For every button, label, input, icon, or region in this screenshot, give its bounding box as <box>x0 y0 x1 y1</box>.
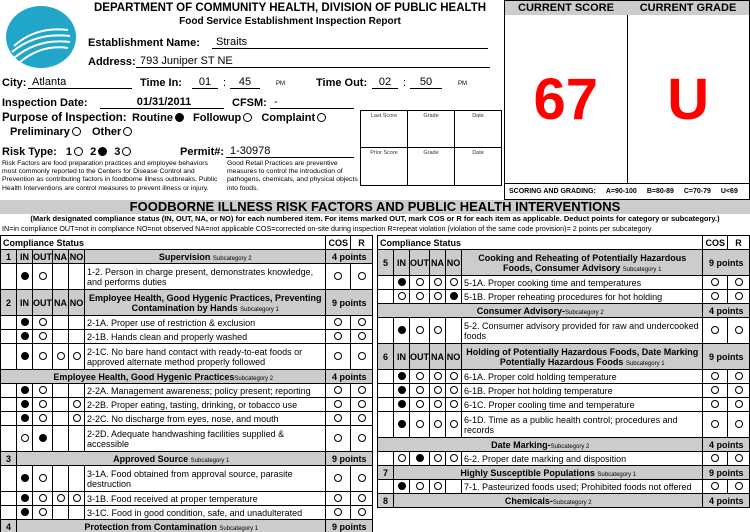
risk-type-row <box>2 146 131 158</box>
no-mark[interactable] <box>69 412 85 426</box>
in-mark[interactable] <box>394 480 410 494</box>
risk-factors-note: Risk Factors are food preparation practices and employee behaviors most commonly reported to the Centers for Disease Control and Prevention as contributing factors in foodborne illness outbreaks. Public Health Interventions are control measures to prevent illness or injury. <box>2 160 218 192</box>
cos-mark[interactable] <box>326 506 351 520</box>
prior-grade-label: Grade <box>408 148 455 185</box>
section-title <box>462 344 703 370</box>
risk-1-label: 1 <box>65 146 72 158</box>
no-mark[interactable] <box>446 480 462 494</box>
in-mark[interactable] <box>17 330 33 344</box>
na-mark[interactable] <box>53 466 69 492</box>
purpose-routine-label: Routine <box>132 112 173 124</box>
in-mark[interactable] <box>394 452 410 466</box>
purpose-options <box>132 112 326 124</box>
no-mark[interactable] <box>446 276 462 290</box>
na-mark[interactable] <box>430 398 446 412</box>
r-mark[interactable] <box>351 344 373 370</box>
purpose-other-radio[interactable] <box>123 127 132 136</box>
in-mark[interactable] <box>17 384 33 398</box>
item-text: 2-1B. Hands clean and properly washed <box>85 330 326 344</box>
compliance-status-header: Compliance Status <box>1 236 326 250</box>
out-mark[interactable] <box>33 344 53 370</box>
chemicals-title: Chemicals <box>504 495 550 506</box>
cos-mark[interactable] <box>326 466 351 492</box>
out-mark[interactable] <box>410 452 430 466</box>
establishment-name-value: Straits <box>212 36 488 49</box>
cos-mark[interactable] <box>703 276 728 290</box>
approved-source-title: Approved Source <box>113 453 189 464</box>
cos-mark[interactable] <box>326 344 351 370</box>
r-mark[interactable] <box>351 384 373 398</box>
r-mark[interactable] <box>728 370 750 384</box>
section-points: 9 points <box>326 452 373 466</box>
grading-scale <box>505 183 749 199</box>
in-header: IN <box>394 344 410 370</box>
section-number: 8 <box>378 494 394 508</box>
cos-mark[interactable] <box>703 384 728 398</box>
r-header: R <box>351 236 373 250</box>
out-header: OUT <box>33 251 52 262</box>
section-points: 9 points <box>326 290 373 316</box>
last-grade-label: Grade <box>408 111 455 147</box>
inspection-date-value: 01/31/2011 <box>100 96 224 109</box>
item-text: 2-1A. Proper use of restriction & exclusion <box>85 316 326 330</box>
na-mark[interactable] <box>430 276 446 290</box>
time-out-minute: 50 <box>410 76 442 89</box>
section-points: 4 points <box>703 438 750 452</box>
no-mark[interactable] <box>446 412 462 438</box>
out-mark[interactable] <box>33 492 53 506</box>
cos-mark[interactable] <box>326 398 351 412</box>
no-mark[interactable] <box>446 452 462 466</box>
cos-header: COS <box>703 236 728 250</box>
item-text: 5-1A. Proper cooking time and temperatures <box>462 276 703 290</box>
r-mark[interactable] <box>728 318 750 344</box>
out-mark[interactable] <box>33 384 53 398</box>
item-text: 6-1A. Proper cold holding temperature <box>462 370 703 384</box>
cos-mark[interactable] <box>703 290 728 304</box>
subcategory-label: Subcategory 1 <box>622 266 662 273</box>
subcategory-label: Subcategory 2 <box>550 443 590 450</box>
section-number: 3 <box>1 452 17 466</box>
cos-mark[interactable] <box>326 412 351 426</box>
time-in-ampm: PM <box>276 81 285 87</box>
purpose-preliminary-radio[interactable] <box>72 127 81 136</box>
score-box <box>504 0 750 200</box>
r-mark[interactable] <box>351 492 373 506</box>
cos-mark[interactable] <box>703 412 728 438</box>
na-mark[interactable] <box>53 506 69 520</box>
out-mark[interactable] <box>33 506 53 520</box>
no-mark[interactable] <box>446 398 462 412</box>
section-number: 7 <box>378 466 394 480</box>
subcategory-label: Subcategory 1 <box>240 306 279 313</box>
item-text: 2-2A. Management awareness; policy present; reporting <box>85 384 326 398</box>
report-title: DEPARTMENT OF COMMUNITY HEALTH, DIVISION OF PUBLIC HEALTH <box>93 2 487 14</box>
time-out-hour: 02 <box>372 76 398 89</box>
item-text: 3-1C. Food in good condition, safe, and unadulterated <box>85 506 326 520</box>
cos-mark[interactable] <box>703 398 728 412</box>
item-text: 3-1B. Food received at proper temperature <box>85 492 326 506</box>
subsection-title <box>1 370 326 384</box>
na-header: NA <box>53 290 69 316</box>
subcategory-label: Subcategory 1 <box>625 360 665 367</box>
in-mark[interactable] <box>17 492 33 506</box>
no-mark[interactable] <box>69 330 85 344</box>
in-mark[interactable] <box>17 426 33 452</box>
item-text: 6-1B. Proper hot holding temperature <box>462 384 703 398</box>
no-mark[interactable] <box>69 264 85 290</box>
section-title <box>85 250 326 264</box>
out-mark[interactable] <box>33 330 53 344</box>
establishment-name-label: Establishment Name: <box>88 37 200 49</box>
item-text: 6-1C. Proper cooling time and temperature <box>462 398 703 412</box>
subcategory-label: Subcategory 2 <box>552 499 592 506</box>
subcategory-label: Subcategory 1 <box>597 471 637 478</box>
good-retail-note: Good Retail Practices are preventive measures to control the introduction of pathogens, chemicals, and physical objects into foods. <box>227 160 358 192</box>
section-number: 4 <box>1 520 17 532</box>
no-mark[interactable] <box>69 492 85 506</box>
na-mark[interactable] <box>430 480 446 494</box>
na-mark[interactable] <box>53 412 69 426</box>
last-date-label: Date <box>472 113 484 119</box>
na-mark[interactable] <box>430 412 446 438</box>
cos-mark[interactable] <box>326 492 351 506</box>
no-header: NO <box>69 251 84 262</box>
in-mark[interactable] <box>17 506 33 520</box>
out-mark[interactable] <box>33 466 53 492</box>
item-text: 6-1D. Time as a public health control; procedures and records <box>462 412 703 438</box>
na-mark[interactable] <box>53 344 69 370</box>
time-separator: : <box>223 77 227 89</box>
section-number: 2 <box>1 290 17 316</box>
out-mark[interactable] <box>410 398 430 412</box>
na-mark[interactable] <box>53 264 69 290</box>
purpose-other-label: Other <box>91 126 122 138</box>
out-mark[interactable] <box>33 412 53 426</box>
out-mark[interactable] <box>410 290 430 304</box>
cos-header: COS <box>326 236 351 250</box>
cooking-title: Cooking and Reheating of Potentially Hazardous Foods, Consumer Advisory <box>478 252 687 273</box>
section-number: 1 <box>1 250 17 264</box>
grading-label: SCORING AND GRADING: <box>509 188 596 195</box>
prior-date-label: Date <box>472 150 484 156</box>
section-points: 4 points <box>326 370 373 384</box>
in-mark[interactable] <box>17 412 33 426</box>
out-header: OUT <box>33 290 53 316</box>
r-header: R <box>728 236 750 250</box>
section-banner: FOODBORNE ILLNESS RISK FACTORS AND PUBLIC HEALTH INTERVENTIONS <box>0 200 750 214</box>
in-mark[interactable] <box>394 370 410 384</box>
no-mark[interactable] <box>69 384 85 398</box>
section-number: 6 <box>378 344 394 370</box>
right-compliance-table <box>377 235 750 508</box>
employee-health-title: Employee Health, Good Hygenic Practices, Preventing Contamination by Hands <box>88 292 322 313</box>
purpose-complaint-label: Complaint <box>261 112 316 124</box>
grade-c: C=70-79 <box>683 188 711 195</box>
time-out-ampm: PM <box>458 81 467 87</box>
no-mark[interactable] <box>69 466 85 492</box>
holding-title: Holding of Potentially Hazardous Foods, Date Marking Potentially Hazardous Foods <box>466 346 699 367</box>
time-in-label: Time In: <box>140 77 182 89</box>
score-cells <box>505 15 749 183</box>
purpose-label: Purpose of Inspection: <box>2 112 127 124</box>
item-text: 5-2. Consumer advisory provided for raw and undercooked foods <box>462 318 703 344</box>
cos-mark[interactable] <box>703 480 728 494</box>
in-mark[interactable] <box>394 276 410 290</box>
permit-label: Permit#: <box>180 146 225 158</box>
in-mark[interactable] <box>17 466 33 492</box>
purpose-complaint-radio[interactable] <box>317 113 326 122</box>
na-header: NA <box>430 250 446 276</box>
r-mark[interactable] <box>351 412 373 426</box>
out-mark[interactable] <box>410 480 430 494</box>
na-mark[interactable] <box>430 318 446 344</box>
item-text: 1-2. Person in charge present, demonstrates knowledge, and performs duties <box>85 264 326 290</box>
section-points: 4 points <box>326 250 373 264</box>
risk-3-radio[interactable] <box>122 147 131 156</box>
r-mark[interactable] <box>728 290 750 304</box>
no-header: NO <box>446 250 462 276</box>
section-points: 4 points <box>703 304 750 318</box>
out-mark[interactable] <box>410 370 430 384</box>
time-in-hour: 01 <box>192 76 218 89</box>
prior-score-label: Prior Score <box>361 148 408 185</box>
section-title <box>17 452 326 466</box>
risk-3-label: 3 <box>114 146 121 158</box>
subcategory-label: Subcategory 2 <box>212 255 252 262</box>
prior-score-row <box>361 148 501 185</box>
na-mark[interactable] <box>53 426 69 452</box>
in-mark[interactable] <box>394 412 410 438</box>
out-mark[interactable] <box>410 412 430 438</box>
grade-b: B=80-89 <box>646 188 674 195</box>
subcategory-label: Subcategory 1 <box>219 525 259 532</box>
risk-2-radio[interactable] <box>98 147 107 156</box>
r-mark[interactable] <box>351 264 373 290</box>
r-mark[interactable] <box>351 426 373 452</box>
out-mark[interactable] <box>410 318 430 344</box>
purpose-options-row2 <box>10 126 132 138</box>
inspection-date-label: Inspection Date: <box>2 97 88 109</box>
item-text: 2-1C. No bare hand contact with ready-to-eat foods or approved alternate method properly followed <box>85 344 326 370</box>
grade-u: U<69 <box>720 188 738 195</box>
time-in-minute: 45 <box>230 76 260 89</box>
in-header: IN <box>17 250 33 264</box>
no-mark[interactable] <box>446 370 462 384</box>
in-mark[interactable] <box>394 290 410 304</box>
r-mark[interactable] <box>351 398 373 412</box>
na-mark[interactable] <box>430 370 446 384</box>
section-title <box>17 520 326 532</box>
item-text: 2-2B. Proper eating, tasting, drinking, or tobacco use <box>85 398 326 412</box>
item-text: 2-2D. Adequate handwashing facilities supplied & accessible <box>85 426 326 452</box>
out-mark[interactable] <box>33 426 53 452</box>
section-points: 4 points <box>703 494 750 508</box>
na-mark[interactable] <box>430 384 446 398</box>
section-legend: IN=in compliance OUT=not in compliance NO=not observed NA=not applicable COS=corrected on-site during inspection R=repeat violation (violation of the same code provision)= 2 points per subcategory <box>2 224 652 233</box>
address-label: Address: <box>88 56 136 68</box>
na-mark[interactable] <box>430 290 446 304</box>
subsection-title: Consumer Advisory-Subcategory 2 <box>378 304 703 318</box>
na-mark[interactable] <box>53 330 69 344</box>
current-score-label: CURRENT SCORE <box>518 2 614 14</box>
cos-mark[interactable] <box>326 330 351 344</box>
no-mark[interactable] <box>446 384 462 398</box>
in-mark[interactable] <box>394 384 410 398</box>
section-title <box>85 290 326 316</box>
consumer-advisory-title: Consumer Advisory <box>476 305 562 316</box>
in-mark[interactable] <box>17 316 33 330</box>
section-number: 5 <box>378 250 394 276</box>
section-points: 9 points <box>326 520 373 532</box>
no-header: NO <box>69 290 85 316</box>
no-mark[interactable] <box>69 426 85 452</box>
section-points: 9 points <box>703 344 750 370</box>
risk-type-label: Risk Type: <box>2 146 57 158</box>
current-grade-label: CURRENT GRADE <box>639 2 737 14</box>
last-score-label: Last Score <box>361 111 408 147</box>
date-marking-title: Date Marking <box>491 439 548 450</box>
risk-1-radio[interactable] <box>74 147 83 156</box>
current-score-value: 67 <box>505 15 628 183</box>
time-separator-out: : <box>403 77 407 89</box>
cos-mark[interactable] <box>703 370 728 384</box>
r-mark[interactable] <box>351 466 373 492</box>
na-mark[interactable] <box>53 398 69 412</box>
supervision-title: Supervision <box>158 251 211 262</box>
item-text: 2-2C. No discharge from eyes, nose, and mouth <box>85 412 326 426</box>
out-mark[interactable] <box>410 384 430 398</box>
r-mark[interactable] <box>351 506 373 520</box>
employee-health-sub-title: Employee Health, Good Hygenic Practices <box>53 371 235 382</box>
left-compliance-table <box>0 235 373 532</box>
out-header: OUT <box>410 250 430 276</box>
score-header <box>505 1 749 15</box>
out-mark[interactable] <box>410 276 430 290</box>
out-mark[interactable] <box>33 316 53 330</box>
section-title <box>462 250 703 276</box>
purpose-routine-radio[interactable] <box>175 113 184 122</box>
current-grade-value: U <box>667 66 710 132</box>
in-mark[interactable] <box>17 344 33 370</box>
r-mark[interactable] <box>351 330 373 344</box>
permit-value: 1-30978 <box>226 145 354 158</box>
purpose-followup-radio[interactable] <box>243 113 252 122</box>
in-header: IN <box>394 250 410 276</box>
cfsm-label: CFSM: <box>232 97 267 109</box>
item-text: 5-1B. Proper reheating procedures for hot holding <box>462 290 703 304</box>
no-mark[interactable] <box>446 318 462 344</box>
na-header: NA <box>54 251 67 262</box>
na-header: NA <box>430 344 446 370</box>
r-mark[interactable] <box>728 398 750 412</box>
subsection-title: Date Marking-Subcategory 2 <box>378 438 703 452</box>
cos-mark[interactable] <box>703 318 728 344</box>
grade-a: A=90-100 <box>605 188 637 195</box>
section-title <box>394 466 703 480</box>
na-mark[interactable] <box>53 316 69 330</box>
na-mark[interactable] <box>53 492 69 506</box>
subcategory-label: Subcategory 2 <box>234 375 274 382</box>
cos-mark[interactable] <box>326 316 351 330</box>
out-mark[interactable] <box>33 264 53 290</box>
subcategory-label: Subcategory 1 <box>190 457 230 464</box>
section-title: Chemicals-Subcategory 2 <box>394 494 703 508</box>
no-header: NO <box>446 344 462 370</box>
subcategory-label: Subcategory 2 <box>564 309 604 316</box>
last-score-row <box>361 111 501 148</box>
r-mark[interactable] <box>728 452 750 466</box>
report-subtitle: Food Service Establishment Inspection Report <box>179 16 401 27</box>
no-mark[interactable] <box>69 316 85 330</box>
risk-2-label: 2 <box>90 146 97 158</box>
item-text: 6-2. Proper date marking and disposition <box>462 452 703 466</box>
city-label: City: <box>2 77 27 89</box>
cos-mark[interactable] <box>326 384 351 398</box>
section-points: 9 points <box>703 466 750 480</box>
section-points: 9 points <box>703 250 750 276</box>
address-value: 793 Juniper ST NE <box>136 55 490 68</box>
section-instructions: (Mark designated compliance status (IN, OUT, NA, or NO) for each numbered item. For items marked OUT, mark COS or R for each item as applicable. Deduct points for category or subcategory.) <box>30 214 720 223</box>
no-mark[interactable] <box>69 506 85 520</box>
item-text: 7-1. Pasteurized foods used; Prohibited foods not offered <box>462 480 703 494</box>
cos-mark[interactable] <box>326 426 351 452</box>
no-mark[interactable] <box>69 398 85 412</box>
r-mark[interactable] <box>728 276 750 290</box>
r-mark[interactable] <box>351 316 373 330</box>
item-text: 3-1A. Food obtained from approval source, parasite destruction <box>85 466 326 492</box>
cos-mark[interactable] <box>703 452 728 466</box>
in-mark[interactable] <box>17 398 33 412</box>
in-mark[interactable] <box>17 264 33 290</box>
susceptible-title: Highly Susceptible Populations <box>460 467 595 478</box>
r-mark[interactable] <box>728 480 750 494</box>
city-value: Atlanta <box>28 76 132 89</box>
purpose-preliminary-label: Preliminary <box>10 126 70 138</box>
cos-mark[interactable] <box>326 264 351 290</box>
r-mark[interactable] <box>728 384 750 398</box>
cfsm-value: - <box>270 96 354 109</box>
purpose-followup-label: Followup <box>193 112 242 124</box>
in-header: IN <box>17 290 33 316</box>
in-mark[interactable] <box>394 318 410 344</box>
health-department-logo <box>6 6 76 68</box>
in-mark[interactable] <box>394 398 410 412</box>
r-mark[interactable] <box>728 412 750 438</box>
out-mark[interactable] <box>33 398 53 412</box>
no-mark[interactable] <box>69 344 85 370</box>
na-mark[interactable] <box>53 384 69 398</box>
prior-scores-box <box>360 110 502 186</box>
out-header: OUT <box>410 344 430 370</box>
time-out-label: Time Out: <box>316 77 368 89</box>
na-mark[interactable] <box>430 452 446 466</box>
no-mark[interactable] <box>446 290 462 304</box>
compliance-status-header: Compliance Status <box>378 236 703 250</box>
protection-title: Protection from Contamination <box>84 521 217 532</box>
